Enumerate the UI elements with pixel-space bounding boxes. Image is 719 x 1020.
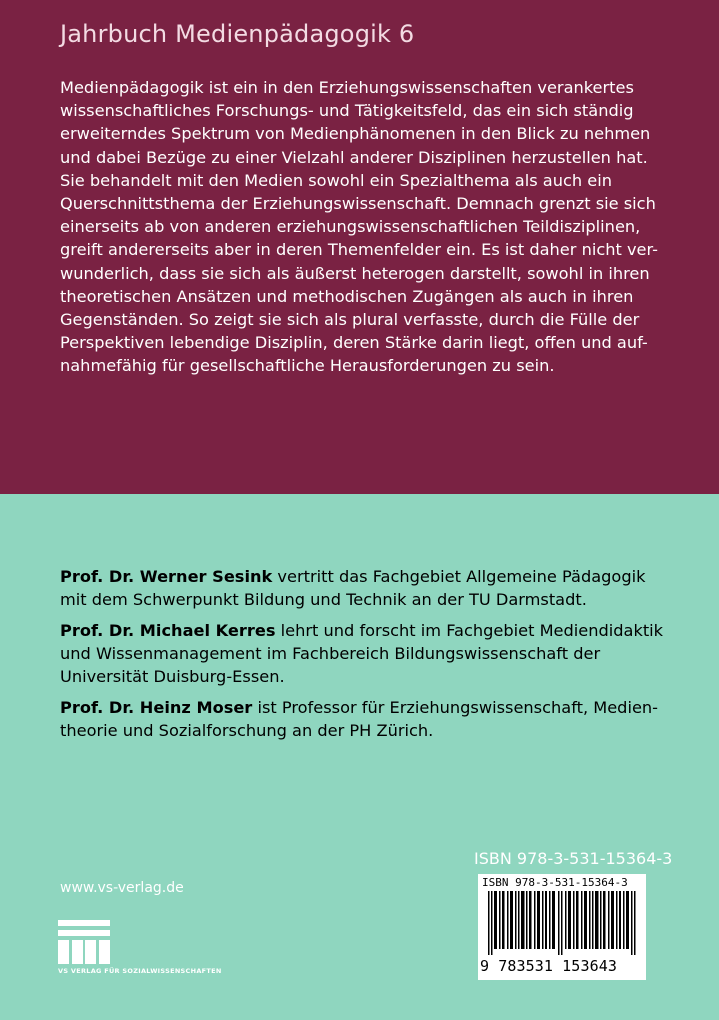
author-bio-text: theorie und Sozialforschung an der PH Zürich. [60,721,434,741]
blurb-line: Sie behandelt mit den Medien sowohl ein Spezialthema als auch ein [60,170,612,190]
blurb-line: wunderlich, dass sie sich als äußerst heterogen darstellt, sowohl in ihren [60,263,650,283]
barcode-bars-icon [488,891,636,955]
blurb-line: Querschnittsthema der Erziehungswissenschaft. Demnach grenzt sie sich [60,194,656,214]
author-bio-moser [60,696,680,742]
author-name: Prof. Dr. Michael Kerres [60,621,276,640]
website-link[interactable]: www.vs-verlag.de [60,880,184,896]
blurb-line: Perspektiven lebendige Disziplin, deren Stärke darin liegt, offen und auf- [60,333,648,353]
blurb-line: und dabei Bezüge zu einer Vielzahl anderer Disziplinen herzustellen hat. [60,147,648,167]
author-bio-text: lehrt und forscht im Fachgebiet Mediendidaktik [275,621,664,640]
barcode [478,874,646,980]
author-bio-text: mit dem Schwerpunkt Bildung und Technik an der TU Darmstadt. [60,590,587,610]
blurb-text [60,76,670,378]
author-bio-text: Universität Duisburg-Essen. [60,667,285,687]
blurb-line: einerseits ab von anderen erziehungswissenschaftlichen Teildisziplinen, [60,217,641,237]
author-name: Prof. Dr. Heinz Moser [60,698,253,717]
author-bio-text: ist Professor für Erziehungswissenschaft, Medien- [252,698,659,717]
author-bio-kerres [60,619,680,689]
blurb-line: nahmefähig für gesellschaftliche Herausforderungen zu sein. [60,356,555,376]
blurb-line: erweiterndes Spektrum von Medienphänomenen in den Blick zu nehmen [60,124,651,144]
author-name: Prof. Dr. Werner Sesink [60,567,273,586]
isbn-label: ISBN 978-3-531-15364-3 [474,849,673,868]
author-bio-sesink [60,565,680,611]
blurb-line: Medienpädagogik ist ein in den Erziehungswissenschaften verankertes [60,78,634,97]
author-bio-text: und Wissenmanagement im Fachbereich Bildungswissenschaft der [60,644,601,664]
author-bio-text: vertritt das Fachgebiet Allgemeine Pädagogik [272,567,646,586]
publisher-name: VS VERLAG FÜR SOZIALWISSENSCHAFTEN [58,967,222,975]
barcode-digits: 9 783531 153643 [480,957,617,975]
top-band [0,0,719,494]
blurb-line: theoretischen Ansätzen und methodischen Zugängen als auch in ihren [60,286,634,306]
blurb-line: wissenschaftliches Forschungs- und Tätigkeitsfeld, das ein sich ständig [60,101,634,121]
blurb-line: Gegenständen. So zeigt sie sich als plural verfasste, durch die Fülle der [60,310,640,330]
barcode-isbn-text: ISBN 978-3-531-15364-3 [482,876,628,889]
blurb-line: greift andererseits aber in deren Themenfelder ein. Es ist daher nicht ver- [60,240,658,260]
book-title: Jahrbuch Medienpädagogik 6 [60,20,415,48]
